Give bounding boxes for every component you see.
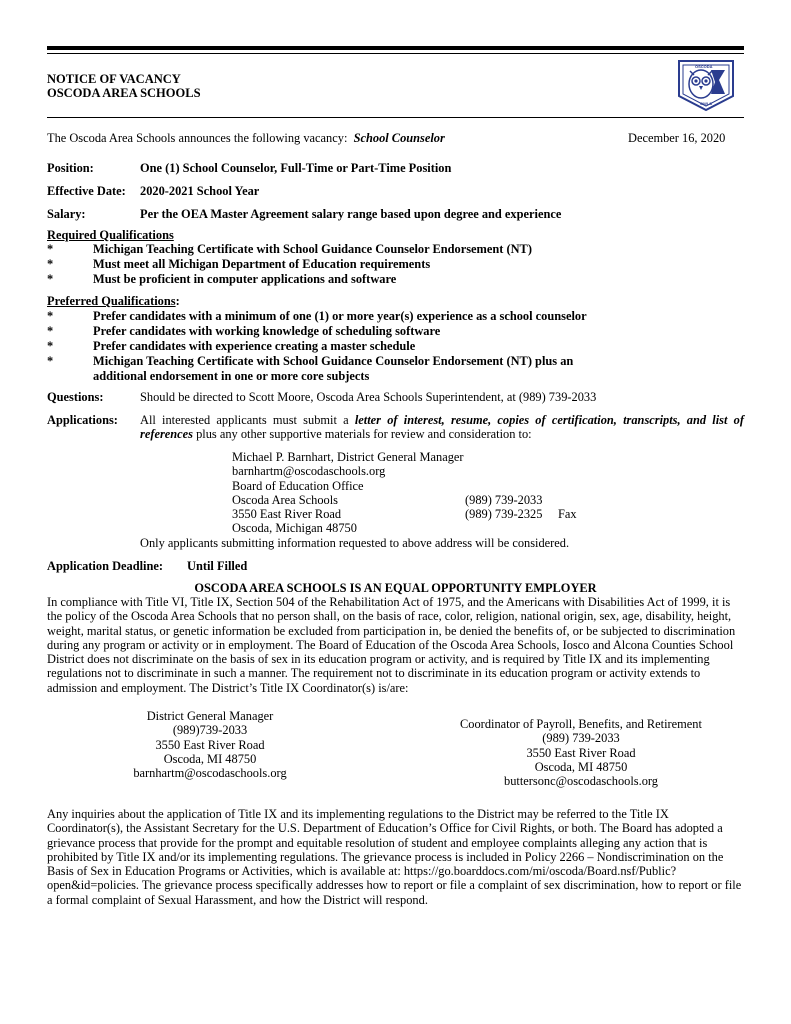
preferred-item: Michigan Teaching Certificate with School Guidance Counselor Endorsement (NT) plus an [93, 354, 574, 368]
coordinator-street: 3550 East River Road [155, 737, 265, 752]
salary-value: Per the OEA Master Agreement salary range based upon degree and experience [140, 207, 562, 221]
coordinator-city: Oscoda, MI 48750 [163, 751, 257, 766]
position-value: One (1) School Counselor, Full-Time or Part-Time Position [140, 161, 452, 175]
effective-date-label: Effective Date: [47, 184, 126, 198]
logo-text-bottom: OWLS [700, 101, 712, 106]
address-line: 3550 East River Road [232, 507, 342, 522]
bullet-star: * [47, 272, 54, 286]
phone-number: (989) 739-2033 [465, 493, 543, 507]
top-rule-thick [47, 46, 744, 50]
required-doc-references: references [140, 427, 193, 442]
eoe-body: In compliance with Title VI, Title IX, Section 504 of the Rehabilitation Act of 1975, and the Americans with Disabilities Act of 1999, it is the policy of the Oscoda Area Schools that no person shall, on the basis of race, color, religion, national origin, sex, age, disability, height, weight, marital status, or genetic information be excluded from participation in, be denied the benefits of, or be subjected to discrimination during any program or activity or in employment. The Board of Education of the Oscoda Area Schools, Iosco and Alcona Counties School District does not discriminate on the basis of sex in its education program or activity, and is required by Title IX and its implementing regulations not to discriminate in such a manner. The requirement not to discriminate in its education program or activity extends to admission and employment. The District’s Title IX Coordinator(s) is/are: [47, 595, 736, 695]
required-item: Must meet all Michigan Department of Education requirements [93, 257, 431, 271]
applications-note: Only applicants submitting information requested to above address will be considered. [140, 536, 570, 550]
notice-title: NOTICE OF VACANCY [47, 72, 181, 86]
deadline-label: Application Deadline: [47, 559, 163, 573]
eoe-heading: OSCODA AREA SCHOOLS IS AN EQUAL OPPORTUNITY EMPLOYER [194, 581, 597, 595]
coordinator-title: District General Manager [146, 709, 274, 723]
coordinator-title: Coordinator of Payroll, Benefits, and Retirement [460, 717, 702, 731]
effective-date-value: 2020-2021 School Year [140, 184, 260, 198]
logo-text-top: OSCODA [695, 64, 713, 69]
top-rule-thin [47, 53, 744, 54]
coordinator-street: 3550 East River Road [526, 745, 636, 760]
fax-label: Fax [558, 507, 577, 521]
preferred-heading-text: Preferred Qualifications [47, 294, 176, 308]
preferred-heading-colon: : [175, 294, 180, 308]
required-heading-text: Required Qualifications [47, 228, 174, 242]
coordinator-email[interactable]: barnhartm@oscodaschools.org [133, 766, 287, 781]
coordinator-left [90, 709, 330, 780]
required-doc-separator: , [441, 413, 445, 427]
applications-text [140, 413, 744, 442]
preferred-item: Prefer candidates with a minimum of one (1) or more year(s) experience as a school counselor [93, 309, 587, 323]
coordinator-city: Oscoda, MI 48750 [534, 759, 628, 774]
address-line: Oscoda Area Schools [232, 492, 338, 507]
preferred-qualifications-heading [47, 294, 180, 309]
questions-text: Should be directed to Scott Moore, Oscoda Area Schools Superintendent, at (989) 739-2033 [140, 390, 597, 404]
required-item: Michigan Teaching Certificate with School Guidance Counselor Endorsement (NT) [93, 242, 532, 256]
notice-date: December 16, 2020 [628, 131, 726, 145]
position-label: Position: [47, 161, 94, 175]
questions-label: Questions: [47, 390, 104, 404]
applications-text-2: plus any other supportive materials for review and consideration to: [196, 427, 532, 442]
required-qualifications-heading [47, 228, 174, 243]
bullet-star: * [47, 324, 54, 338]
fax-number: (989) 739-2325 [465, 507, 543, 521]
bullet-star: * [47, 339, 54, 353]
preferred-item: Prefer candidates with working knowledge of scheduling software [93, 324, 441, 338]
required-item: Must be proficient in computer applications and software [93, 272, 397, 286]
address-line: Michael P. Barnhart, District General Manager [232, 450, 464, 464]
bullet-star: * [47, 354, 54, 368]
vacancy-title: School Counselor [353, 131, 445, 145]
required-doc-list: resume, copies of certification, transcripts, and list of [450, 413, 744, 427]
intro-text: The Oscoda Area Schools announces the following vacancy: [47, 131, 348, 145]
bullet-star: * [47, 242, 54, 256]
bullet-star: * [47, 257, 54, 271]
coordinator-phone: (989)739-2033 [172, 723, 248, 738]
bullet-star: * [47, 309, 54, 323]
intro-line [47, 131, 445, 145]
preferred-item: Prefer candidates with experience creating a master schedule [93, 339, 416, 353]
coordinator-email[interactable]: buttersonc@oscodaschools.org [504, 774, 658, 789]
district-name: OSCODA AREA SCHOOLS [47, 86, 201, 100]
mailing-address [232, 450, 464, 536]
required-doc-letter: letter of interest [354, 413, 442, 427]
salary-label: Salary: [47, 207, 86, 221]
preferred-item-continued: additional endorsement in one or more core subjects [93, 369, 370, 383]
applications-label: Applications: [47, 413, 118, 427]
owl-crest-logo-icon [675, 58, 737, 112]
deadline-value: Until Filled [187, 559, 248, 573]
header-divider [47, 117, 744, 118]
coordinator-phone: (989) 739-2033 [542, 731, 620, 746]
address-line: Board of Education Office [232, 478, 364, 493]
applications-text-1: All interested applicants must submit a [140, 413, 349, 427]
coordinator-right [440, 717, 722, 788]
address-email[interactable]: barnhartm@oscodaschools.org [232, 464, 386, 479]
address-line: Oscoda, Michigan 48750 [232, 521, 357, 536]
title-ix-inquiries: Any inquiries about the application of Title IX and its implementing regulations to the District may be referred to the Title IX Coordinator(s), the Assistant Secretary for the U.S. Department of Education’s Office for Civil Rights, or both. The Board has adopted a grievance process that provide for the prompt and equitable resolution of student and employee complaints alleging any action that is prohibited by Title IX and/or its implementing regulations. The grievance process is included in Policy 2266 – Nondiscrimination on the Basis of Sex in Education Programs or Activities, which is available at: https://go.boarddocs.com/mi/oscoda/Board.nsf/Public?open&id=policies. The grievance process specifically addresses how to report or file a complaint of sex discrimination, how to report or file a formal complaint of Sexual Harassment, and how the District will respond. [47, 807, 742, 907]
